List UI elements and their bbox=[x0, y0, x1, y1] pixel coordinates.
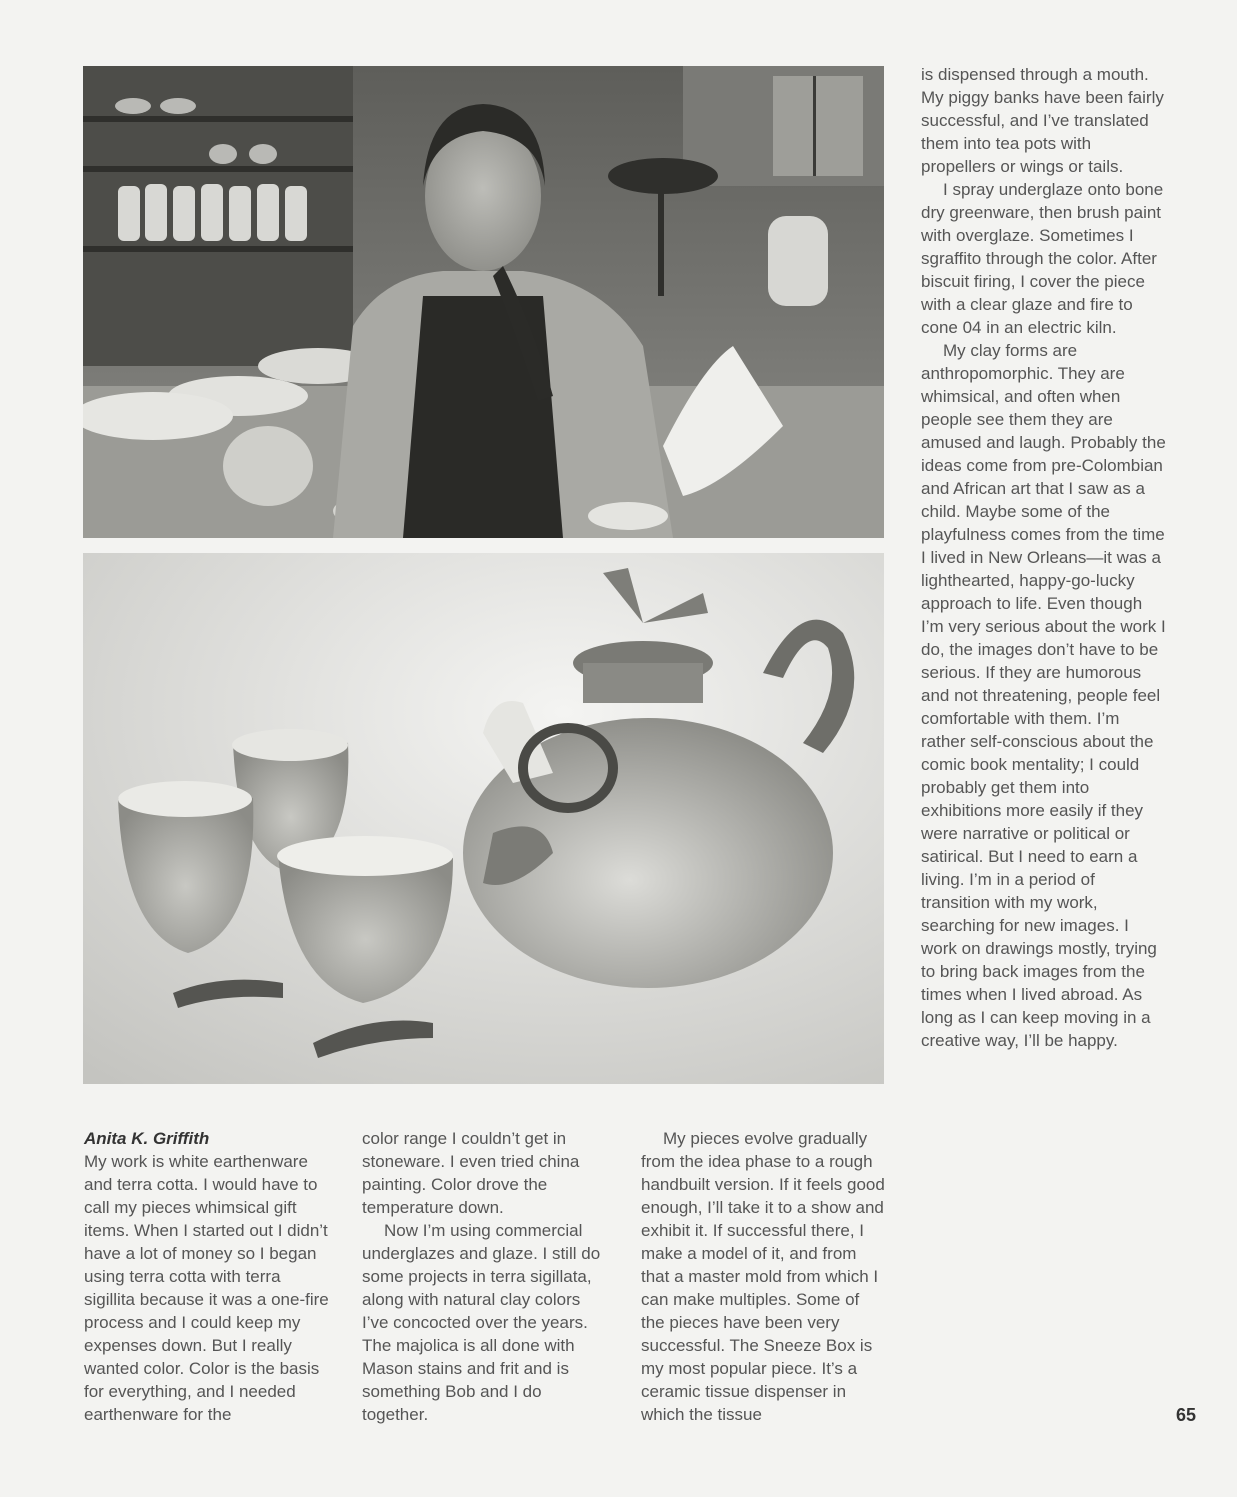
paragraph: My work is white earthenware and terra cotta. I would have to call my pieces whimsical gift items. When I started out I didn’t have a lot of money so I began using terra cotta with terra sigillita because it was a one-fire process and I could keep my expenses down. But I really wanted color. Color is the basis for everything, and I needed earthenware for the bbox=[84, 1152, 329, 1424]
page-number: 65 bbox=[1176, 1405, 1197, 1425]
article-column-3 bbox=[641, 1127, 887, 1426]
paragraph: My clay forms are anthropomorphic. They are whimsical, and often when people see them they are amused and laugh. Probably the ideas come from pre-Colombian and African art that I saw as a child. Maybe some of the playfulness comes from the time I lived in New Orleans—it was a lighthearted, happy-go-lucky approach to life. Even though I’m very serious about the work I do, the images don’t have to be serious. If they are humorous and not threatening, people feel comfortable with them. I’m rather self-conscious about the comic book mentality; I could probably get them into exhibitions more easily if they were narrative or political or satirical. But I need to earn a living. I’m in a period of transition with my work, searching for new images. I work on drawings mostly, trying to bring back images from the times when I lived abroad. As long as I can keep moving in a creative way, I’ll be happy. bbox=[921, 341, 1166, 1050]
paragraph: color range I couldn’t get in stoneware. I even tried china painting. Color drove the temperature down. bbox=[362, 1129, 580, 1217]
article-column-2 bbox=[362, 1127, 608, 1426]
article-column-4 bbox=[921, 63, 1166, 1052]
article-column-1 bbox=[84, 1127, 332, 1426]
photo-teapot-cups bbox=[83, 553, 884, 1084]
author-byline: Anita K. Griffith bbox=[84, 1129, 210, 1148]
paragraph: My pieces evolve gradually from the idea phase to a rough handbuilt version. If it feels good enough, I’ll take it to a show and exhibit it. If successful there, I make a model of it, and from that a master mold from which I can make multiples. Some of the pieces have been very successful. The Sneeze Box is my most popular piece. It’s a ceramic tissue dispenser in which the tissue bbox=[641, 1129, 885, 1424]
photo-teapot-and-cups-icon bbox=[83, 553, 884, 1084]
paragraph: I spray underglaze onto bone dry greenware, then brush paint with overglaze. Sometimes I sgraffito through the color. After biscuit firing, I cover the piece with a clear glaze and fire to cone 04 in an electric kiln. bbox=[921, 180, 1164, 337]
photo-potter-studio bbox=[83, 66, 884, 538]
photo-potter-at-workbench-icon bbox=[83, 66, 884, 538]
paragraph: Now I’m using commercial underglazes and glaze. I still do some projects in terra sigillata, along with natural clay colors I’ve concocted over the years. The majolica is all done with Mason stains and frit and is something Bob and I do together. bbox=[362, 1221, 601, 1424]
paragraph: is dispensed through a mouth. My piggy banks have been fairly successful, and I’ve translated them into tea pots with propellers or wings or tails. bbox=[921, 65, 1164, 176]
